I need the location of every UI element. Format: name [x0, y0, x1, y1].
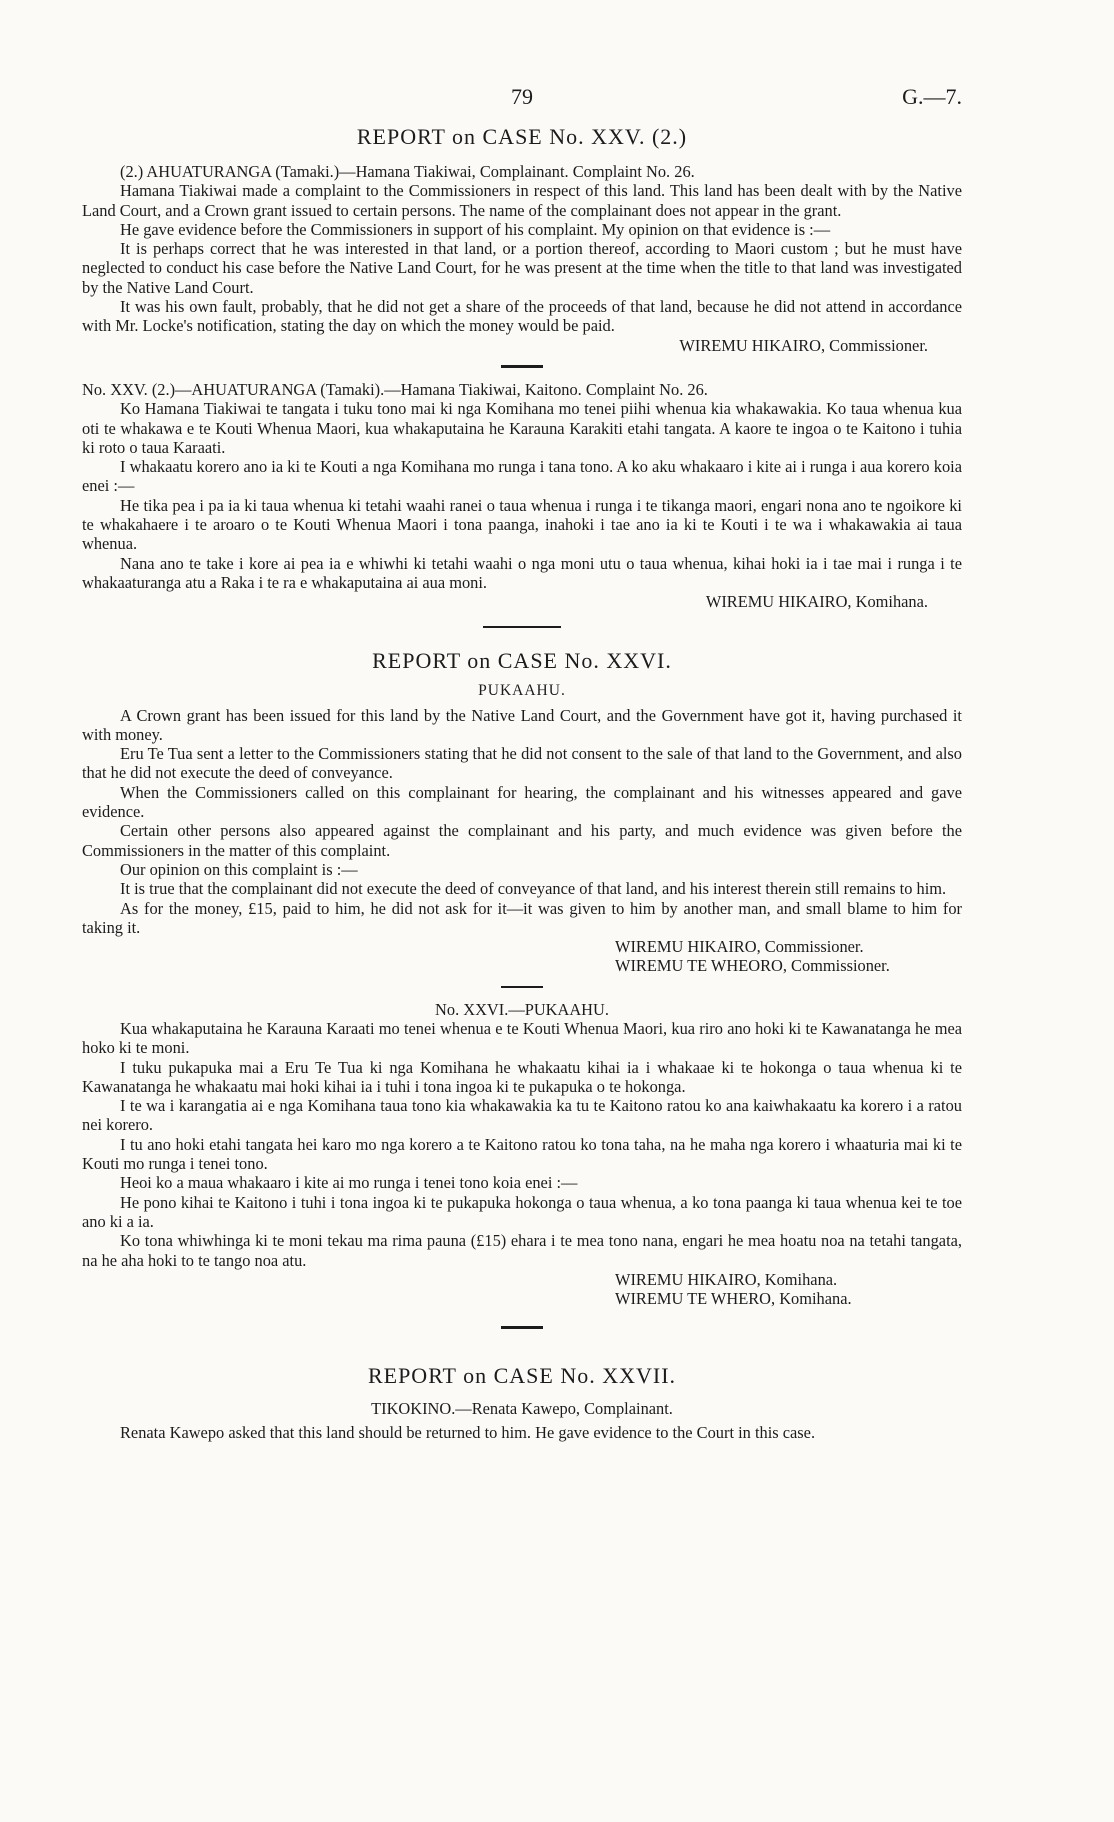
case-26-paragraph: As for the money, £15, paid to him, he did not ask for it—it was given to him by another man, and small blame to him for taking it. [82, 898, 962, 937]
case-26-title: REPORT on CASE No. XXVI. [372, 647, 672, 673]
case-26-maori-paragraph: I tu ano hoki etahi tangata hei karo mo nga korero a te Kaitono ratou ko tona taha, na he maha nga korero i whaaturia mai ki te Kouti mo runga i tenei tono. [82, 1134, 962, 1174]
case-26-signature: WIREMU HIKAIRO, Commissioner. [615, 937, 864, 957]
case-25-paragraph: He gave evidence before the Commissioners in support of his complaint. My opinion on that evidence is :— [120, 219, 831, 239]
case-25-maori-paragraph: He tika pea i pa ia ki taua whenua ki tetahi waahi ranei o taua whenua i runga i te tikanga maori, engari nona ano te ngoikore ki te whakahaere i te aroaro o te Kouti Whenua Maori i tona paanga, inahoki i tae ano ia ki te Kouti i te wa i whakawakia ai taua whenua. [82, 495, 962, 554]
divider [501, 365, 543, 368]
case-26-paragraph: When the Commissioners called on this complainant for hearing, the complainant and his witnesses appeared and gave evidence. [82, 782, 962, 822]
case-26-maori-signature: WIREMU TE WHERO, Komihana. [615, 1289, 852, 1309]
case-26-maori-paragraph: I te wa i karangatia ai e nga Komihana taua tono kia whakawakia ka tu te Kaitono ratou ko ana kaiwhakaatu ka korero i a ratou nei korero. [82, 1096, 962, 1135]
case-26-paragraph: It is true that the complainant did not execute the deed of conveyance of that land, and his interest therein still remains to him. [120, 879, 947, 899]
case-26-subtitle: PUKAAHU. [478, 681, 566, 699]
case-25-paragraph: It was his own fault, probably, that he did not get a share of the proceeds of that land, because he did not attend in accordance with Mr. Locke's notification, stating the day on which the money would be paid. [82, 297, 962, 336]
case-25-paragraph: Hamana Tiakiwai made a complaint to the Commissioners in respect of this land. This land has been dealt with by the Native Land Court, and a Crown grant issued to certain persons. The name of the complainant does not appear in the grant. [82, 181, 962, 220]
case-25-maori-heading: No. XXV. (2.)—AHUATURANGA (Tamaki).—Hamana Tiakiwai, Kaitono. Complaint No. 26. [82, 379, 708, 399]
case-26-maori-paragraph: Kua whakaputaina he Karauna Karaati mo tenei whenua e te Kouti Whenua Maori, kua riro ano hoki ki te Kawanatanga he mea hoko ki te moni. [82, 1018, 962, 1058]
case-26-maori-paragraph: He pono kihai te Kaitono i tuhi i tona ingoa ki te pukapuka hokonga o taua whenua, a ko tona paanga ki taua whenua kei te toe ano ki a ia. [82, 1192, 962, 1231]
section-divider [483, 626, 561, 628]
case-26-maori-heading: No. XXVI.—PUKAAHU. [435, 999, 609, 1019]
case-26-maori-signature: WIREMU HIKAIRO, Komihana. [615, 1269, 838, 1289]
case-25-maori-paragraph: I whakaatu korero ano ia ki te Kouti a nga Komihana mo runga i tana tono. A ko aku whakaaro i kite ai i runga i aua korero koia enei :— [82, 457, 962, 496]
section-divider [501, 1326, 543, 1329]
case-25-title: REPORT on CASE No. XXV. (2.) [356, 124, 688, 149]
case-25-maori-paragraph: Ko Hamana Tiakiwai te tangata i tuku tono mai ki nga Komihana mo tenei piihi whenua kia whakawakia. Ko taua whenua kua oti te whakawa e te Kouti Whenua Maori, kua whakaputaina he Karauna Karakiti etahi tangata. A kaore te ingoa o te Kaitono i tuhia ki roto o taua Karaati. [82, 399, 962, 457]
case-27-title: REPORT on CASE No. XXVII. [367, 1363, 677, 1389]
case-25-heading: (2.) AHUATURANGA (Tamaki.)—Hamana Tiakiwai, Complainant. Complaint No. 26. [120, 162, 695, 181]
case-25-paragraph: It is perhaps correct that he was interested in that land, or a portion thereof, according to Maori custom ; but he must have neglected to conduct his case before the Native Land Court, for he was present at the time when the title to that land was investigated by the Native Land Court. [82, 239, 962, 297]
case-26-maori-paragraph: I tuku pukapuka mai a Eru Te Tua ki nga Komihana he whakaatu kihai ia i whakaae ki te hokonga o taua whenua ki te Kawanatanga he whakaatu mai hoki kihai ia i tuhi i tona ingoa ki te pukapuka o te hokonga. [82, 1057, 962, 1096]
case-25-maori-signature: WIREMU HIKAIRO, Komihana. [705, 592, 928, 612]
document-reference: G.—7. [902, 84, 962, 109]
case-26-paragraph: Certain other persons also appeared against the complainant and his party, and much evidence was given before the Commissioners in the matter of this complaint. [82, 821, 962, 860]
document-page [82, 84, 962, 1442]
divider [501, 986, 543, 988]
case-27-heading: TIKOKINO.—Renata Kawepo, Complainant. [371, 1399, 673, 1419]
page-header [82, 84, 962, 124]
case-25-maori-paragraph: Nana ano te take i kore ai pea ia e whiwhi ki tetahi waahi o nga moni utu o taua whenua, kihai hoki ia i tae mai i runga i te whakaaturanga atu a Raka i te ra e whakaputaina ai aua moni. [82, 553, 962, 592]
case-26-maori-paragraph: Ko tona whiwhinga ki te moni tekau ma rima pauna (£15) ehara i te mea tono nana, engari he mea hoatu noa na tetahi tangata, na he aha hoki to te tango noa atu. [82, 1231, 962, 1270]
case-26-paragraph: A Crown grant has been issued for this land by the Native Land Court, and the Government have got it, having purchased it with money. [82, 705, 962, 744]
case-27-paragraph: Renata Kawepo asked that this land should be returned to him. He gave evidence to the Court in this case. [120, 1422, 816, 1442]
case-26-paragraph: Our opinion on this complaint is :— [120, 859, 358, 879]
case-26-paragraph: Eru Te Tua sent a letter to the Commissioners stating that he did not consent to the sale of that land to the Government, and also that he did not execute the deed of conveyance. [82, 744, 962, 783]
case-26-signature: WIREMU TE WHEORO, Commissioner. [615, 956, 890, 976]
page-number: 79 [511, 84, 533, 109]
case-25-signature: WIREMU HIKAIRO, Commissioner. [679, 335, 928, 355]
case-26-maori-paragraph: Heoi ko a maua whakaaro i kite ai mo runga i tenei tono koia enei :— [120, 1173, 578, 1193]
